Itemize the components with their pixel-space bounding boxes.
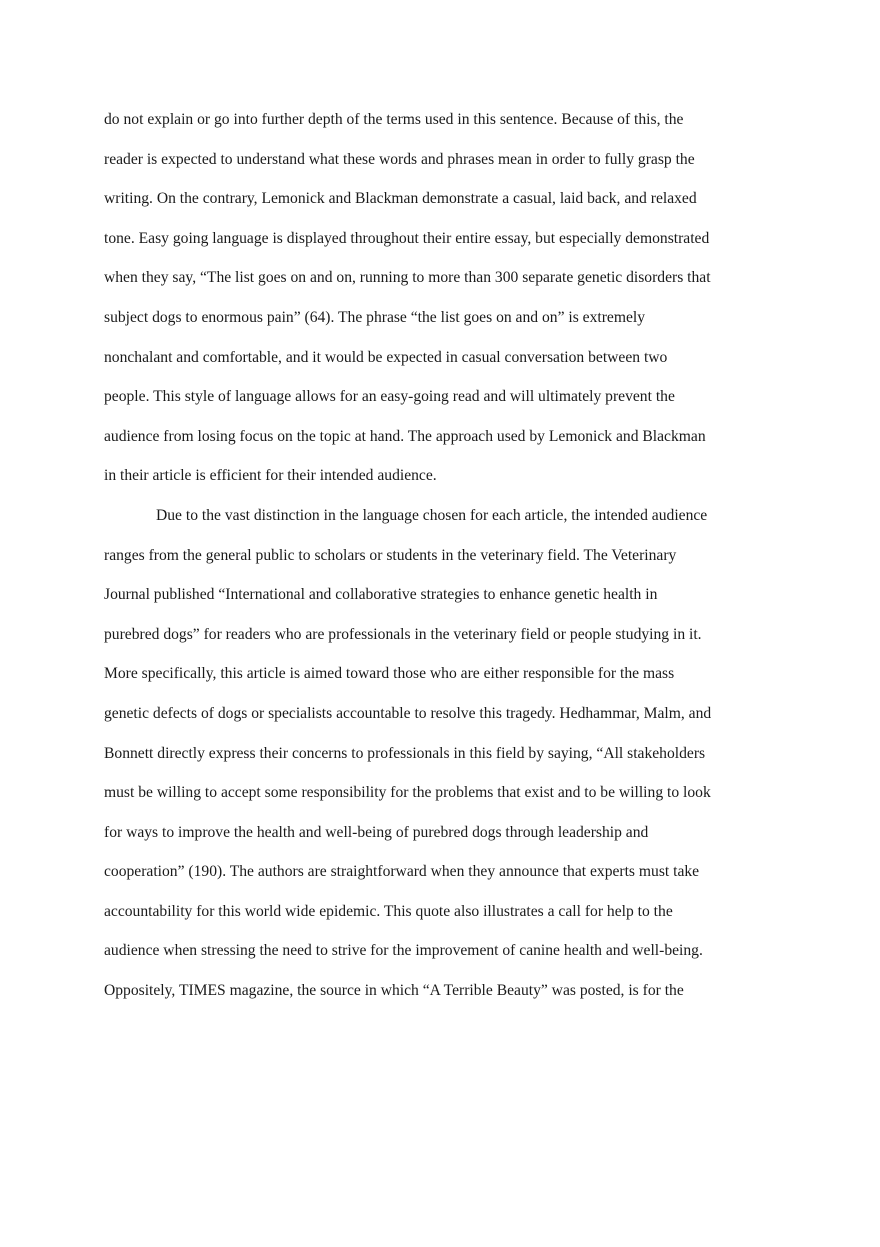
body-text [104,100,780,1011]
text-line: in their article is efficient for their intended audience. [104,467,437,485]
text-line: Journal published “International and collaborative strategies to enhance genetic health in [104,586,658,604]
text-line: tone. Easy going language is displayed throughout their entire essay, but especially demonstrated [104,229,710,247]
text-line: writing. On the contrary, Lemonick and Blackman demonstrate a casual, laid back, and relaxed [104,190,697,208]
text-line: do not explain or go into further depth of the terms used in this sentence. Because of this, the [104,111,684,128]
text-line: cooperation” (190). The authors are straightforward when they announce that experts must take [104,863,700,881]
text-line: subject dogs to enormous pain” (64). The phrase “the list goes on and on” is extremely [104,308,646,326]
text-line: purebred dogs” for readers who are professionals in the veterinary field or people studying in it. [104,625,702,643]
text-line: accountability for this world wide epidemic. This quote also illustrates a call for help to the [104,902,673,920]
text-line: when they say, “The list goes on and on, running to more than 300 separate genetic disorders that [104,269,711,287]
text-line: for ways to improve the health and well-being of purebred dogs through leadership and [104,823,649,841]
text-line: Bonnett directly express their concerns to professionals in this field by saying, “All stakeholders [104,744,706,762]
text-line: audience from losing focus on the topic at hand. The approach used by Lemonick and Blackman [104,427,706,445]
text-line: people. This style of language allows for an easy-going read and will ultimately prevent the [104,388,675,406]
text-line: audience when stressing the need to strive for the improvement of canine health and well-being. [104,942,703,960]
text-line: nonchalant and comfortable, and it would be expected in casual conversation between two [104,348,668,366]
text-line: Oppositely, TIMES magazine, the source in which “A Terrible Beauty” was posted, is for the [104,982,684,1000]
text-line-indented: Due to the vast distinction in the language chosen for each article, the intended audience [156,506,708,524]
text-line: genetic defects of dogs or specialists accountable to resolve this tragedy. Hedhammar, Malm, and [104,704,712,722]
text-line: ranges from the general public to scholars or students in the veterinary field. The Veterinary [104,546,677,564]
text-line: reader is expected to understand what these words and phrases mean in order to fully grasp the [104,150,695,168]
paragraph-1 [104,100,780,496]
paragraph-2 [104,496,780,1011]
text-line: More specifically, this article is aimed toward those who are either responsible for the mass [104,665,675,683]
text-line: must be willing to accept some responsibility for the problems that exist and to be willing to look [104,784,711,802]
